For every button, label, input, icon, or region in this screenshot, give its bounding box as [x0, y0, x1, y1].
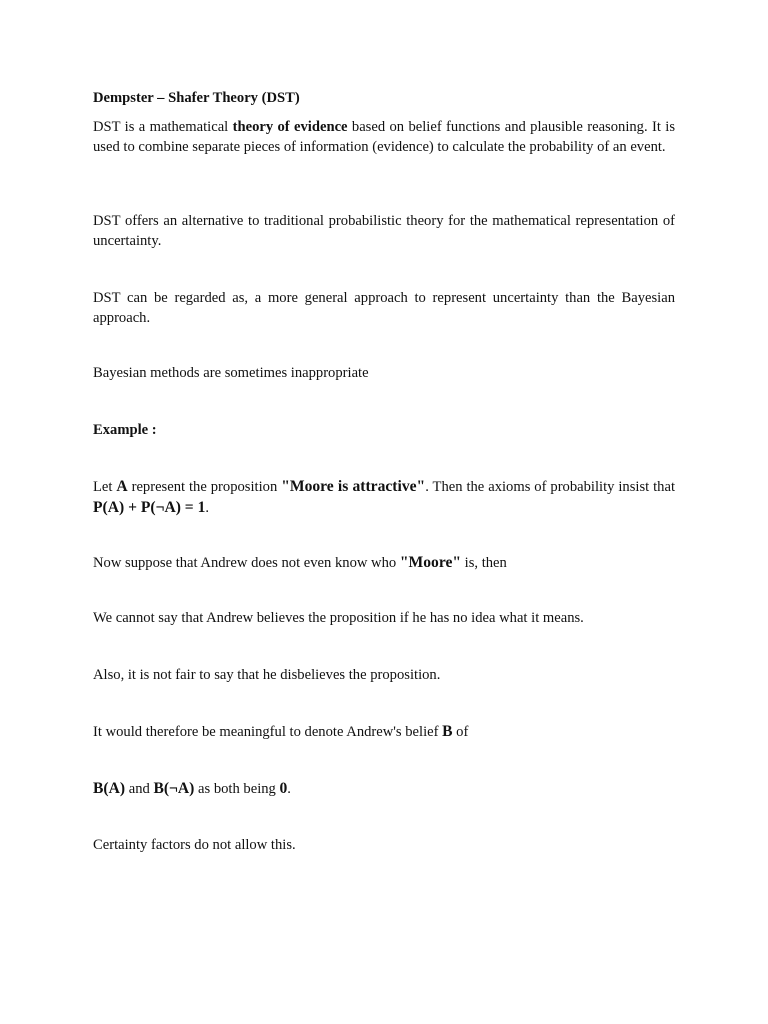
- paragraph-general-approach: DST can be regarded as, a more general approach to represent uncertainty than the Bayesian approach.: [93, 290, 675, 326]
- paragraph-bayesian: Bayesian methods are sometimes inappropriate: [93, 365, 369, 381]
- paragraph-andrew-unknown: [93, 553, 675, 574]
- text-run: DST is a mathematical: [93, 119, 233, 135]
- text-run: It would therefore be meaningful to denote Andrew's belief: [93, 724, 443, 740]
- paragraph-cannot-say: We cannot say that Andrew believes the proposition if he has no idea what it means.: [93, 610, 584, 626]
- paragraph-belief-values: [93, 779, 675, 800]
- text-run: . Then the axioms of probability insist that: [425, 479, 676, 495]
- text-run: represent the proposition: [127, 479, 282, 495]
- text-run: based on belief functions and plausible reasoning. It is used to combine separate pieces of information (evidence) to calculate the probability of an event.: [93, 119, 676, 155]
- bold-formula: B(A): [93, 780, 126, 797]
- text-run: and: [125, 781, 154, 797]
- bold-term: A: [116, 478, 128, 495]
- text-run: as both being: [194, 781, 280, 797]
- paragraph-alternative: DST offers an alternative to traditional probabilistic theory for the mathematical representation of uncertainty.: [93, 213, 675, 249]
- bold-term: theory of evidence: [232, 119, 348, 135]
- text-run: is, then: [461, 555, 507, 571]
- text-run: Now suppose that Andrew does not even know who: [93, 555, 400, 571]
- bold-formula: P(A) + P(¬A) = 1: [93, 498, 206, 516]
- bold-term: "Moore": [399, 554, 462, 571]
- bold-term: "Moore is attractive": [281, 478, 426, 495]
- paragraph-not-fair: Also, it is not fair to say that he disbelieves the proposition.: [93, 667, 441, 683]
- paragraph-moore-proposition: [93, 477, 675, 518]
- text-run: of: [452, 724, 469, 740]
- paragraph-certainty-factors: Certainty factors do not allow this.: [93, 837, 296, 853]
- paragraph-definition: [93, 118, 675, 157]
- bold-term: 0: [279, 780, 288, 797]
- text-run: Let: [93, 479, 117, 495]
- example-heading: Example :: [93, 422, 157, 438]
- document-heading: Dempster – Shafer Theory (DST): [93, 90, 300, 106]
- paragraph-denote-belief: [93, 722, 675, 743]
- bold-formula: B(¬A): [153, 780, 195, 797]
- text-run: .: [287, 781, 291, 797]
- bold-term: B: [442, 723, 453, 740]
- text-run: .: [205, 499, 210, 516]
